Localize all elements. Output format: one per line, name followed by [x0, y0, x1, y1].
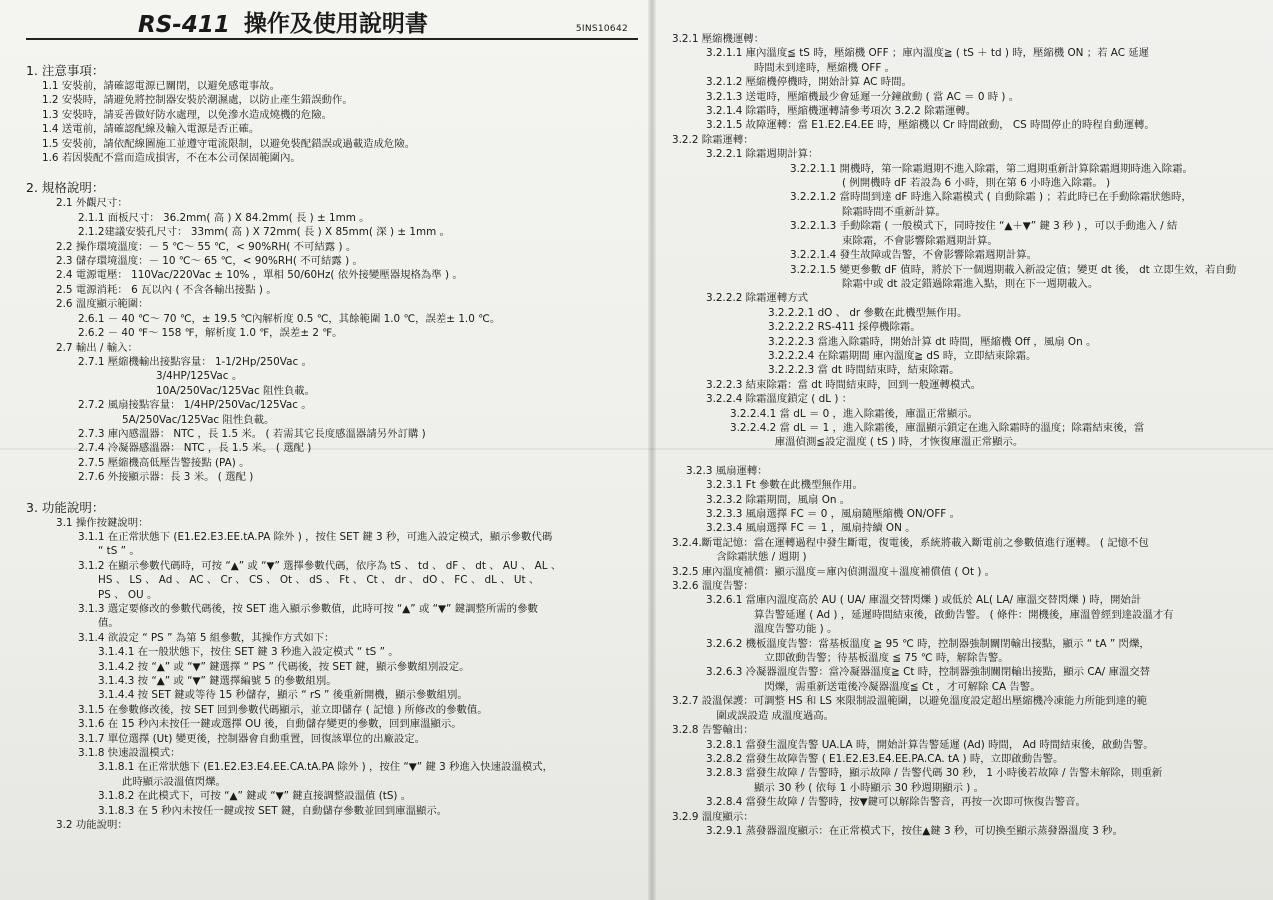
- section-heading: 1. 注意事項：: [26, 63, 105, 78]
- text-line: 2.7.1 壓縮機輸出接點容量： 1-1/2Hp/250Vac 。: [78, 355, 312, 368]
- text-line: 3.2.9.1 蒸發器溫度顯示：在正常模式下，按住▲鍵 3 秒，可切換至顯示蒸發器溫度 3 秒。: [706, 824, 1123, 837]
- paper-crease: [0, 448, 1273, 450]
- text-line: 3.2.2.1.3 手動除霜 ( 一般模式下，同時按住 “▲＋▼” 鍵 3 秒 ) ，可以手動進入 / 結: [790, 220, 1178, 233]
- text-line: 2.7.5 壓縮機高低壓告警接點 (PA) 。: [78, 456, 250, 469]
- text-line: 1.3 安裝時，請妥善做好防水處理，以免滲水造成燒機的危險。: [42, 108, 332, 121]
- text-line: 3.1 操作按鍵說明：: [56, 516, 149, 529]
- text-line: 3.2.2.1.1 開機時，第一除霜週期不進入除霜，第二週期重新計算除霜週期時進入除霜。: [790, 162, 1193, 175]
- text-line: 3.2.1.1 庫內溫度≦ tS 時，壓縮機 OFF ；庫內溫度≧ ( tS ＋ td ) 時，壓縮機 ON ；若 AC 延遲: [706, 47, 1150, 60]
- text-line: 時間未到達時，壓縮機 OFF 。: [754, 61, 896, 74]
- text-line: 3.2.2.4 除霜溫度鎖定 ( dL ) ：: [706, 393, 853, 406]
- text-line: 3.2.2.3 結束除霜：當 dt 時間結束時，回到一般運轉模式。: [706, 378, 982, 391]
- text-line: 3.2.2.2 除霜運轉方式: [706, 292, 808, 305]
- text-line: 3.2.1.4 除霜時，壓縮機運轉請參考項次 3.2.2 除霜運轉。: [706, 105, 977, 118]
- text-line: 3.1.7 單位選擇 (Ut) 變更後，控制器會自動重置，回復該單位的出廠設定。: [78, 732, 426, 745]
- text-line: 2.6.1 － 40 ℃～ 70 ℃，± 19.5 ℃內解析度 0.5 ℃，其餘範圍 1.0 ℃，誤差± 1.0 ℃。: [78, 312, 501, 325]
- text-line: 2.6.2 － 40 ℉～ 158 ℉，解析度 1.0 ℉，誤差± 2 ℉。: [78, 327, 343, 340]
- text-line: 3.2.2.1.4 發生故障或告警，不會影響除霜週期計算。: [790, 249, 1037, 262]
- text-line: 3.1.4.2 按 “▲” 或 “▼” 鍵選擇 “ PS ” 代碼後，按 SET 鍵，顯示參數組別設定。: [98, 660, 470, 673]
- right-page: [650, 0, 1273, 900]
- text-line: 3.2.8.3 當發生故障 / 告警時，顯示故障 / 告警代碼 30 秒， 1 小時後若故障 / 告警未解除，則重新: [706, 767, 1163, 780]
- text-line: 3.2.8.1 當發生溫度告警 UA.LA 時，開始計算告警延遲 (Ad) 時間， Ad 時間結束後，啟動告警。: [706, 738, 1154, 751]
- text-line: 2.7.3 庫內感溫器： NTC ，長 1.5 米。 ( 若需其它長度感溫器請另外訂購 ): [78, 427, 426, 440]
- text-line: 3.1.8.3 在 5 秒內未按任一鍵或按 SET 鍵，自動儲存參數並回到庫溫顯示。: [98, 804, 448, 817]
- text-line: 3.1.3 選定要修改的參數代碼後，按 SET 進入顯示參數值，此時可按 “▲” 或 “▼” 鍵調整所需的參數: [78, 603, 538, 615]
- text-line: 3.2.1.5 故障運轉：當 E1.E2.E4.EE 時，壓縮機以 Cr 時間啟動， CS 時間停止的時程自動運轉。: [706, 119, 1155, 132]
- text-line: 2.5 電源消耗： 6 瓦以內 ( 不含各輸出接點 ) 。: [56, 283, 277, 296]
- text-line: 2.7.4 冷凝器感溫器： NTC ，長 1.5 米。 ( 選配 ): [78, 442, 312, 455]
- text-line: 顯示 30 秒 ( 依每 1 小時顯示 30 秒週期顯示 ) 。: [754, 781, 985, 794]
- text-line: 值。: [98, 617, 119, 630]
- text-line: 3.1.8 快速設溫模式：: [78, 747, 181, 760]
- text-line: 3.2.8 告警輸出：: [672, 724, 754, 737]
- text-line: 10A/250Vac/125Vac 阻性負載。: [156, 384, 316, 397]
- text-line: 3.1.5 在參數修改後，按 SET 回到參數代碼顯示，並立即儲存 ( 記憶 ) 所修改的參數值。: [78, 703, 488, 716]
- text-line: 3.2.6 溫度告警：: [672, 580, 754, 593]
- text-line: 溫度告警功能 ) 。: [754, 623, 838, 636]
- document-header: [26, 6, 638, 40]
- text-line: 3.2.8.4 當發生故障 / 告警時，按▼鍵可以解除告警音，再按一次即可恢復告警音。: [706, 796, 1086, 809]
- text-line: 3.2.2.2.4 在除霜期間 庫內溫度≧ dS 時，立即結束除霜。: [768, 349, 1037, 362]
- text-line: 3.1.8.1 在正常狀態下 (E1.E2.E3.E4.EE.CA.tA.PA 除外 ) ，按住 “▼” 鍵 3 秒進入快速設溫模式，: [98, 761, 553, 774]
- text-line: 3.1.6 在 15 秒內未按任一鍵或選擇 OU 後，自動儲存變更的參數，回到庫溫顯示。: [78, 718, 462, 731]
- text-line: 3.2.6.2 機板溫度告警：當基板溫度 ≧ 95 ℃ 時，控制器強制關閉輸出接點，顯示 “ tA ” 閃爍，: [706, 637, 1150, 650]
- text-line: 3/4HP/125Vac 。: [156, 370, 243, 383]
- text-line: 3.1.4.4 按 SET 鍵或等待 15 秒儲存，顯示 “ rS ” 後重新開機，顯示參數組別。: [98, 689, 468, 702]
- text-line: 3.2.2.2.2 RS-411 採停機除霜。: [768, 321, 921, 334]
- text-line: 1.2 安裝時，請避免將控制器安裝於潮濕處，以防止產生錯誤動作。: [42, 94, 353, 107]
- text-line: 閃爍，需重新送電後冷凝器溫度≦ Ct ，才可解除 CA 告警。: [754, 680, 1041, 693]
- text-line: 庫溫偵測≦設定溫度 ( tS ) 時，才恢復庫溫正常顯示。: [754, 436, 1024, 449]
- text-line: 3.2.2 除霜運轉：: [672, 133, 754, 146]
- text-line: 3.2.2.4.1 當 dL ＝ 0 ，進入除霜後，庫溫正常顯示。: [730, 407, 979, 420]
- text-line: 2.6 溫度顯示範圍：: [56, 298, 149, 311]
- text-line: 2.7.6 外接顯示器：長 3 米。 ( 選配 ): [78, 471, 254, 484]
- text-line: 2.4 電源電壓： 110Vac/220Vac ± 10% ，單相 50/60Hz( 依外接變壓器規格為準 ) 。: [56, 269, 463, 282]
- text-line: HS 、 LS 、 Ad 、 AC 、 Cr 、 CS 、 Ot 、 dS 、 Ft 、 Ct 、 dr 、 dO 、 FC 、 dL 、 Ut 、: [98, 574, 540, 587]
- model-name: RS-411: [138, 12, 230, 38]
- text-line: 5A/250Vac/125Vac 阻性負載。: [122, 413, 275, 426]
- section-heading: 2. 規格說明：: [26, 180, 105, 196]
- text-line: 立即啟動告警；待基板溫度 ≦ 75 ℃ 時，解除告警。: [754, 652, 1009, 665]
- text-line: 3.2.8.2 當發生故障告警 ( E1.E2.E3.E4.EE.PA.CA. tA ) 時，立即啟動告警。: [706, 752, 1064, 765]
- text-line: 3.2.7 設溫保護：可調整 HS 和 LS 來限制設溫範圍，以避免溫度設定超出壓縮機冷凍能力所能到達的範: [672, 695, 1147, 708]
- text-line: 此時顯示設溫值閃爍。: [122, 775, 226, 788]
- text-line: ( 例開機時 dF 若設為 6 小時，則在第 6 小時進入除霜。 ): [790, 177, 1111, 190]
- text-line: 3.1.1 在正常狀態下 (E1.E2.E3.EE.tA.PA 除外 ) ，按住 SET 鍵 3 秒，可進入設定模式，顯示參數代碼: [78, 530, 553, 543]
- text-line: 3.2.6.1 當庫內溫度高於 AU ( UA/ 庫溫交替閃爍 ) 或低於 AL( LA/ 庫溫交替閃爍 ) 時，開始計: [706, 594, 1142, 607]
- text-line: 3.1.4 欲設定 “ PS ” 為第 5 組參數，其操作方式如下：: [78, 631, 335, 644]
- page-fold: [648, 0, 656, 900]
- text-line: 3.2.3.1 Ft 參數在此機型無作用。: [706, 479, 863, 492]
- text-line: 3.2.3.2 除霜期間，風扇 On 。: [706, 493, 851, 506]
- text-line: 2.3 儲存環境溫度：－ 10 ℃～ 65 ℃，< 90%RH( 不可結露 ) 。: [56, 255, 363, 268]
- text-line: PS 、 OU 。: [98, 588, 158, 601]
- text-line: 3.1.2 在顯示參數代碼時，可按 “▲” 或 “▼” 選擇參數代碼，依序為 tS 、 td 、 dF 、 dt 、 AU 、 AL 、: [78, 559, 562, 572]
- text-line: 1.6 若因裝配不當而造成損害，不在本公司保固範圍內。: [42, 152, 301, 165]
- text-line: 3.2.2.2.1 dO 、 dr 參數在此機型無作用。: [768, 306, 968, 319]
- document-title: 操作及使用說明書: [243, 11, 428, 37]
- text-line: 3.2.2.1.5 變更參數 dF 值時，將於下一個週期載入新設定值；變更 dt 後， dt 立即生效，若自動: [790, 263, 1237, 276]
- text-line: 3.2.6.3 冷凝器溫度告警：當冷凝器溫度≧ Ct 時，控制器強制關閉輸出接點，顯示 CA/ 庫溫交替: [706, 666, 1151, 679]
- text-line: 1.4 送電前，請確認配線及輸入電源是否正確。: [42, 123, 260, 136]
- text-line: 3.2.2.1 除霜週期計算：: [706, 148, 819, 161]
- text-line: 3.2.2.2.3 當進入除霜時，開始計算 dt 時間，壓縮機 Off ，風扇 On 。: [768, 335, 1097, 348]
- text-line: 3.1.8.2 在此模式下，可按 “▲” 鍵或 “▼” 鍵直接調整設溫值 (tS) 。: [98, 790, 412, 803]
- text-line: 3.2.3.3 風扇選擇 FC ＝ 0 ，風扇隨壓縮機 ON/OFF 。: [706, 508, 960, 520]
- text-line: 2.1.1 面板尺寸： 36.2mm( 高 ) X 84.2mm( 長 ) ± 1mm 。: [78, 211, 370, 224]
- text-line: 3.2.1.3 送電時，壓縮機最少會延遲一分鐘啟動 ( 當 AC ＝ 0 時 ) 。: [706, 90, 1020, 103]
- text-line: 2.7.2 風扇接點容量： 1/4HP/250Vac/125Vac 。: [78, 399, 312, 412]
- text-line: 3.2.2.2.3 當 dt 時間結束時，結束除霜。: [768, 364, 960, 377]
- right-body: [672, 32, 1239, 838]
- text-line: 除霜時間不重新計算。: [790, 205, 946, 218]
- text-line: 3.2 功能說明：: [56, 819, 128, 832]
- text-line: “ tS ” 。: [98, 545, 140, 558]
- text-line: 含除霜狀態 / 週期 ): [706, 551, 807, 564]
- text-line: 3.1.4.3 按 “▲” 或 “▼” 鍵選擇編號 5 的參數組別。: [98, 675, 337, 688]
- text-line: 3.2.4.斷電記憶：當在運轉過程中發生斷電，復電後，系統將載入斷電前之參數值進行運轉。 ( 記憶不包: [672, 536, 1149, 549]
- text-line: 3.2.3.4 風扇選擇 FC ＝ 1 ，風扇持續 ON 。: [706, 522, 916, 535]
- text-line: 3.2.2.4.2 當 dL ＝ 1 ，進入除霜後，庫溫顯示鎖定在進入除霜時的溫度；除霜結束後，當: [730, 421, 1145, 434]
- text-line: 1.5 安裝前，請依配線圖施工並遵守電流限制，以避免裝配錯誤或過載造成危險。: [42, 137, 416, 150]
- text-line: 3.2.1 壓縮機運轉：: [672, 33, 765, 45]
- text-line: 3.2.9 溫度顯示：: [672, 810, 754, 823]
- text-line: 除霜中或 dt 設定錯過除霜進入點，則在下一週期載入。: [790, 277, 1099, 290]
- text-line: 1.1 安裝前，請確認電源已關閉，以避免感電事故。: [42, 80, 281, 92]
- text-line: 3.2.1.2 壓縮機停機時，開始計算 AC 時間。: [706, 76, 912, 89]
- text-line: 2.2 操作環境溫度：－ 5 ℃～ 55 ℃，< 90%RH( 不可結露 ) 。: [56, 240, 357, 253]
- text-line: 3.2.2.1.2 當時間到達 dF 時進入除霜模式 ( 自動除霜 ) ；若此時已在手動除霜狀態時，: [790, 191, 1192, 204]
- text-line: 圍或誤設造 成溫度過高。: [706, 709, 834, 722]
- document-code: 5INS10642: [575, 24, 628, 34]
- text-line: 2.1 外觀尺寸：: [56, 197, 128, 210]
- text-line: 2.7 輸出 / 輸入：: [56, 341, 138, 354]
- section-heading: 3. 功能說明：: [26, 499, 105, 515]
- text-line: 3.2.5 庫內溫度補償：顯示溫度＝庫內偵測溫度＋溫度補償值 ( Ot ) 。: [672, 565, 996, 578]
- text-line: 3.1.4.1 在一般狀態下，按住 SET 鍵 3 秒進入設定模式 “ tS ” 。: [98, 646, 399, 659]
- text-line: 2.1.2建議安裝孔尺寸： 33mm( 高 ) X 72mm( 長 ) X 85mm( 深 ) ± 1mm 。: [78, 226, 450, 239]
- text-line: 3.2.3 風扇運轉：: [686, 464, 768, 477]
- text-line: 算告警延遲 ( Ad ) ，延遲時間結束後，啟動告警。 ( 條件：開機後，庫溫曾經到達設溫才有: [754, 608, 1174, 621]
- text-line: 束除霜，不會影響除霜週期計算。: [790, 234, 998, 247]
